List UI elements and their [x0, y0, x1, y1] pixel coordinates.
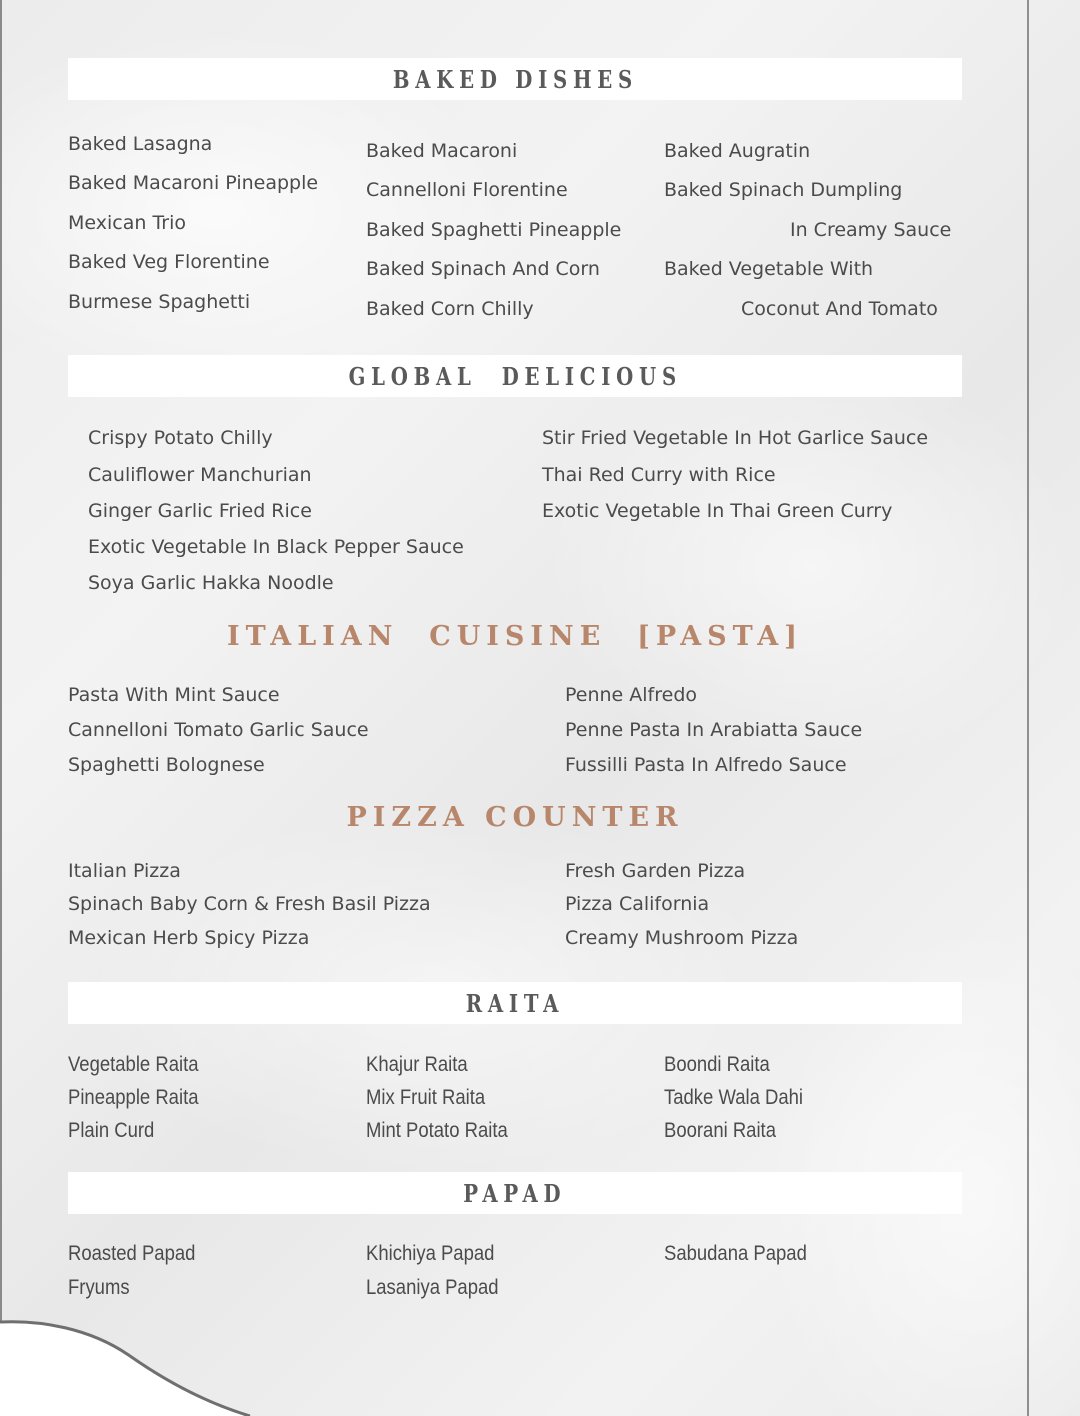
section-title: GLOBAL DELICIOUS — [348, 361, 682, 391]
menu-item: Soya Garlic Hakka Noodle — [88, 572, 334, 594]
section-title: BAKED DISHES — [392, 64, 638, 94]
section-title: RAITA — [465, 988, 565, 1018]
menu-item: In Creamy Sauce — [790, 219, 952, 241]
menu-item: Baked Augratin — [664, 140, 811, 162]
menu-item: Exotic Vegetable In Thai Green Curry — [542, 500, 893, 522]
menu-item: Pasta With Mint Sauce — [68, 684, 280, 706]
menu-item: Boondi Raita — [664, 1053, 770, 1076]
menu-item: Penne Pasta In Arabiatta Sauce — [565, 719, 863, 741]
menu-item: Fussilli Pasta In Alfredo Sauce — [565, 754, 847, 776]
menu-item: Coconut And Tomato — [741, 298, 938, 320]
menu-item: Khichiya Papad — [366, 1242, 495, 1265]
menu-item: Tadke Wala Dahi — [664, 1086, 804, 1109]
section-header-papad — [68, 1172, 962, 1214]
menu-item: Baked Corn Chilly — [366, 298, 534, 320]
menu-item: Mint Potato Raita — [366, 1119, 508, 1142]
menu-item: Cannelloni Florentine — [366, 179, 568, 201]
page-border-right — [1027, 0, 1029, 1416]
menu-item: Pineapple Raita — [68, 1086, 199, 1109]
menu-item: Pizza California — [565, 893, 710, 915]
section-title-italian-cuisine: ITALIAN CUISINE [PASTA] — [227, 621, 803, 652]
menu-item: Boorani Raita — [664, 1119, 776, 1142]
menu-item: Creamy Mushroom Pizza — [565, 927, 799, 949]
menu-item: Baked Macaroni — [366, 140, 518, 162]
section-title-pizza-counter: PIZZA COUNTER — [346, 802, 684, 833]
menu-item: Spaghetti Bolognese — [68, 754, 265, 776]
menu-item: Exotic Vegetable In Black Pepper Sauce — [88, 536, 464, 558]
menu-item: Crispy Potato Chilly — [88, 427, 273, 449]
section-title: PAPAD — [463, 1178, 567, 1208]
menu-item: Cauliflower Manchurian — [88, 464, 312, 486]
menu-item: Cannelloni Tomato Garlic Sauce — [68, 719, 369, 741]
menu-item: Penne Alfredo — [565, 684, 698, 706]
menu-item: Plain Curd — [68, 1119, 155, 1142]
menu-item: Roasted Papad — [68, 1242, 196, 1265]
menu-item: Spinach Baby Corn & Fresh Basil Pizza — [68, 893, 431, 915]
section-header-raita — [68, 982, 962, 1024]
menu-item: Vegetable Raita — [68, 1053, 199, 1076]
menu-item: Baked Vegetable With — [664, 258, 874, 280]
menu-item: Thai Red Curry with Rice — [542, 464, 776, 486]
section-header-global-delicious — [68, 355, 962, 397]
menu-item: Fryums — [68, 1276, 130, 1299]
section-header-baked-dishes — [68, 58, 962, 100]
menu-item: Baked Spinach Dumpling — [664, 179, 903, 201]
menu-item: Sabudana Papad — [664, 1242, 807, 1265]
menu-item: Baked Veg Florentine — [68, 251, 270, 273]
menu-item: Fresh Garden Pizza — [565, 860, 746, 882]
menu-item: Baked Spaghetti Pineapple — [366, 219, 622, 241]
menu-item: Baked Macaroni Pineapple — [68, 172, 319, 194]
menu-item: Mexican Herb Spicy Pizza — [68, 927, 310, 949]
menu-item: Baked Spinach And Corn — [366, 258, 600, 280]
menu-item: Mexican Trio — [68, 212, 186, 234]
menu-item: Stir Fried Vegetable In Hot Garlice Sauce — [542, 427, 929, 449]
menu-item: Baked Lasagna — [68, 133, 213, 155]
menu-item: Khajur Raita — [366, 1053, 468, 1076]
menu-item: Italian Pizza — [68, 860, 181, 882]
menu-item: Lasaniya Papad — [366, 1276, 499, 1299]
decorative-wave-corner — [0, 1318, 260, 1416]
menu-item: Ginger Garlic Fried Rice — [88, 500, 312, 522]
page-border-left — [0, 0, 2, 1416]
menu-item: Burmese Spaghetti — [68, 291, 251, 313]
menu-item: Mix Fruit Raita — [366, 1086, 486, 1109]
